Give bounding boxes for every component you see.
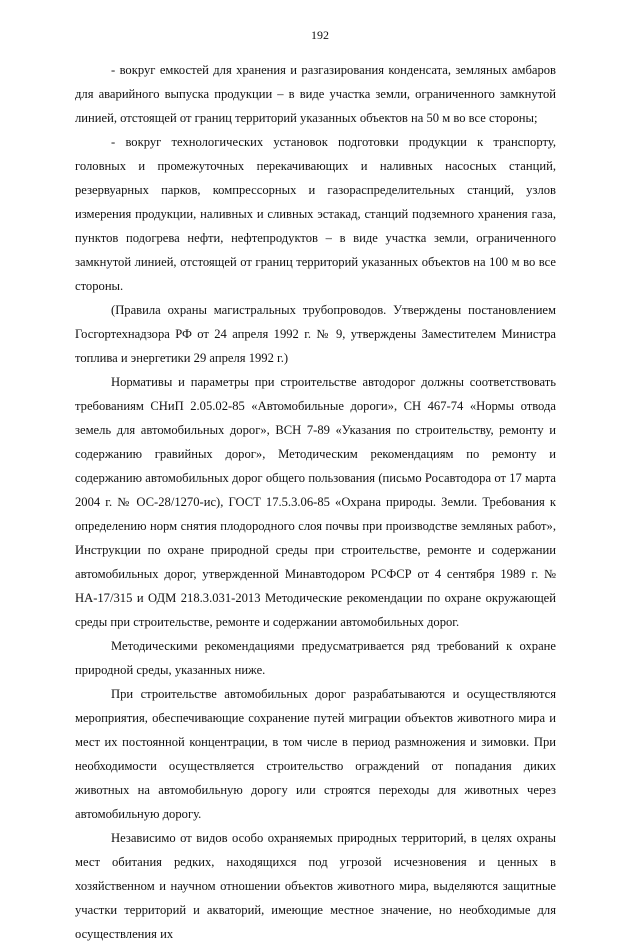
paragraph-2: - вокруг технологических установок подготовки продукции к транспорту, головных и промежуточных перекачивающих и наливных насосных станций, резервуарных парков, компрессорных и газораспределительных станций, узлов измерения продукции, наливных и сливных эстакад, станций подземного хранения газа, пунктов подогрева нефти, нефтепродуктов – в виде участка земли, ограниченного замкнутой линией, отстоящей от границ территорий указанных объектов на 100 м во все стороны. bbox=[75, 135, 556, 293]
document-body bbox=[75, 58, 556, 946]
paragraph-5: Методическими рекомендациями предусматривается ряд требований к охране природной среды, указанных ниже. bbox=[75, 639, 556, 677]
paragraph-7: Независимо от видов особо охраняемых природных территорий, в целях охраны мест обитания редких, находящихся под угрозой исчезновения и ценных в хозяйственном и научном отношении объектов животного мира, выделяются защитные участки территорий и акваторий, имеющие местное значение, но необходимые для осуществления их bbox=[75, 831, 556, 941]
paragraph-3: (Правила охраны магистральных трубопроводов. Утверждены постановлением Госгортехнадзора РФ от 24 апреля 1992 г. № 9, утверждены Заместителем Министра топлива и энергетики 29 апреля 1992 г.) bbox=[75, 303, 556, 365]
paragraph-1: - вокруг емкостей для хранения и разгазирования конденсата, земляных амбаров для аварийного выпуска продукции – в виде участка земли, ограниченного замкнутой линией, отстоящей от границ территорий указанных объектов на 50 м во все стороны; bbox=[75, 63, 556, 125]
paragraph-6: При строительстве автомобильных дорог разрабатываются и осуществляются мероприятия, обеспечивающие сохранение путей миграции объектов животного мира и мест их постоянной концентрации, в том числе в период размножения и зимовки. При необходимости осуществляется строительство ограждений от попадания диких животных на автомобильную дорогу или строятся переходы для животных через автомобильную дорогу. bbox=[75, 687, 556, 821]
paragraph-4: Нормативы и параметры при строительстве автодорог должны соответствовать требованиям СНиП 2.05.02-85 «Автомобильные дороги», СН 467-74 «Нормы отвода земель для автомобильных дорог», ВСН 7-89 «Указания по строительству, ремонту и содержанию гравийных дорог», Методическим рекомендациям по ремонту и содержанию автомобильных дорог общего пользования (письмо Росавтодора от 17 марта 2004 г. № ОС-28/1270-ис), ГОСТ 17.5.3.06-85 «Охрана природы. Земли. Требования к определению норм снятия плодородного слоя почвы при производстве земляных работ», Инструкции по охране природной среды при строительстве, ремонте и содержании автомобильных дорог, утвержденной Минавтодором РСФСР от 4 сентября 1989 г. № НА-17/315 и ОДМ 218.3.031-2013 Методические рекомендации по охране окружающей среды при строительстве, ремонте и содержании автомобильных дорог. bbox=[75, 375, 556, 629]
page-number: 192 bbox=[311, 28, 329, 42]
